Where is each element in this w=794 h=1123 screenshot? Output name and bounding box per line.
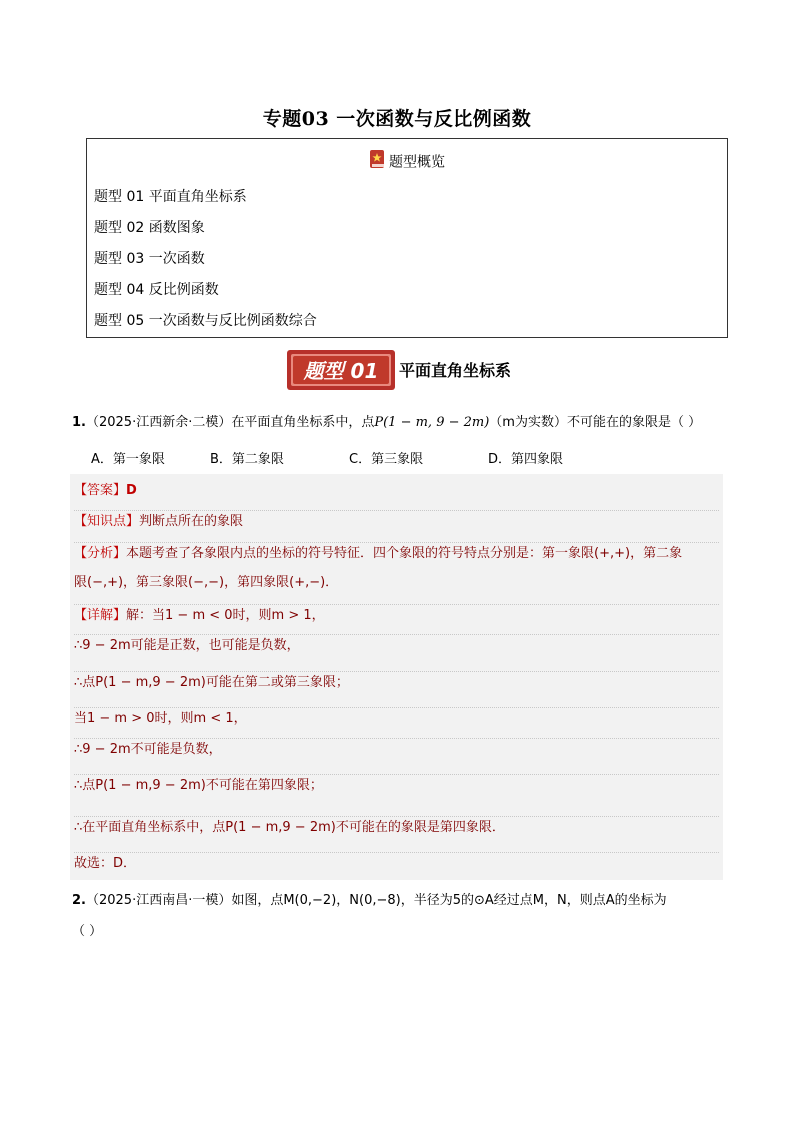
knowledge-line: [74, 510, 719, 533]
section-banner: [0, 348, 794, 392]
question-text: 在平面直角坐标系中，点: [231, 415, 375, 430]
solution-block: [70, 474, 723, 880]
option-d[interactable]: D．第四象限: [488, 452, 564, 467]
question-text: 不可能在的象限是（ ）: [566, 415, 702, 430]
overview-heading: 题型概览: [389, 154, 445, 171]
overview-item[interactable]: 题型 05 一次函数与反比例函数综合: [94, 313, 317, 329]
overview-item[interactable]: 题型 03 一次函数: [94, 251, 205, 267]
question-source: （2025·江西新余·二模）: [85, 415, 232, 430]
option-c[interactable]: C．第三象限: [349, 452, 424, 467]
knowledge-tag: 【知识点】: [74, 514, 140, 529]
detail-text: 解：当1 − m < 0时，则m > 1，: [126, 608, 325, 623]
math-point: P(1 − m, 9 − 2m): [374, 415, 490, 430]
option-a[interactable]: A．第一象限: [91, 452, 165, 467]
answer-tag: 【答案】: [74, 483, 127, 498]
question-text: 如图，点M(0,−2)，N(0,−8)，半径为5的⊙A经过点M，N，则点A的坐标为: [231, 893, 667, 908]
detail-line: ∴9 − 2m不可能是负数，: [74, 738, 719, 761]
analysis-tag: 【分析】: [74, 546, 127, 561]
document-title: 专题03 一次函数与反比例函数: [262, 108, 532, 130]
detail-line: ∴9 − 2m可能是正数，也可能是负数，: [74, 634, 719, 657]
knowledge-text: 判断点所在的象限: [139, 514, 244, 529]
options-row: [0, 449, 794, 471]
question-2-line-2: （ ）: [72, 924, 103, 939]
question-source: （2025·江西南昌·一模）: [85, 893, 232, 908]
detail-tag: 【详解】: [74, 608, 127, 623]
detail-line: [74, 604, 719, 627]
question-note: （m为实数）: [489, 415, 567, 430]
section-badge-text: 题型 01: [303, 359, 379, 383]
question-1: [72, 412, 701, 434]
analysis-text: 本题考查了各象限内点的坐标的符号特征．四个象限的符号特点分别是：第一象限(+,+)，第二象: [126, 546, 683, 561]
question-number: 2.: [72, 893, 86, 908]
overview-heading-row: [87, 149, 727, 176]
detail-line: ∴点P(1 − m,9 − 2m)可能在第二或第三象限；: [74, 671, 719, 694]
choice-line: 故选：D．: [74, 852, 719, 875]
detail-line: ∴在平面直角坐标系中，点P(1 − m,9 − 2m)不可能在的象限是第四象限．: [74, 816, 719, 839]
answer-value: D: [126, 483, 137, 498]
section-title: 平面直角坐标系: [399, 361, 512, 380]
detail-line: ∴点P(1 − m,9 − 2m)不可能在第四象限；: [74, 774, 719, 797]
question-2: [72, 890, 667, 912]
overview-item[interactable]: 题型 04 反比例函数: [94, 282, 219, 298]
overview-item[interactable]: 题型 02 函数图象: [94, 220, 205, 236]
overview-item[interactable]: 题型 01 平面直角坐标系: [94, 189, 247, 205]
book-icon: [369, 149, 385, 176]
answer-line: [74, 480, 719, 502]
question-number: 1.: [72, 415, 86, 430]
overview-box: [86, 138, 728, 338]
section-badge: [286, 348, 396, 392]
option-b[interactable]: B．第二象限: [210, 452, 284, 467]
analysis-line: [74, 542, 719, 565]
analysis-line-2: 限(−,+)，第三象限(−,−)，第四象限(+,−)．: [74, 575, 339, 590]
detail-line: 当1 − m > 0时，则m < 1，: [74, 707, 719, 730]
